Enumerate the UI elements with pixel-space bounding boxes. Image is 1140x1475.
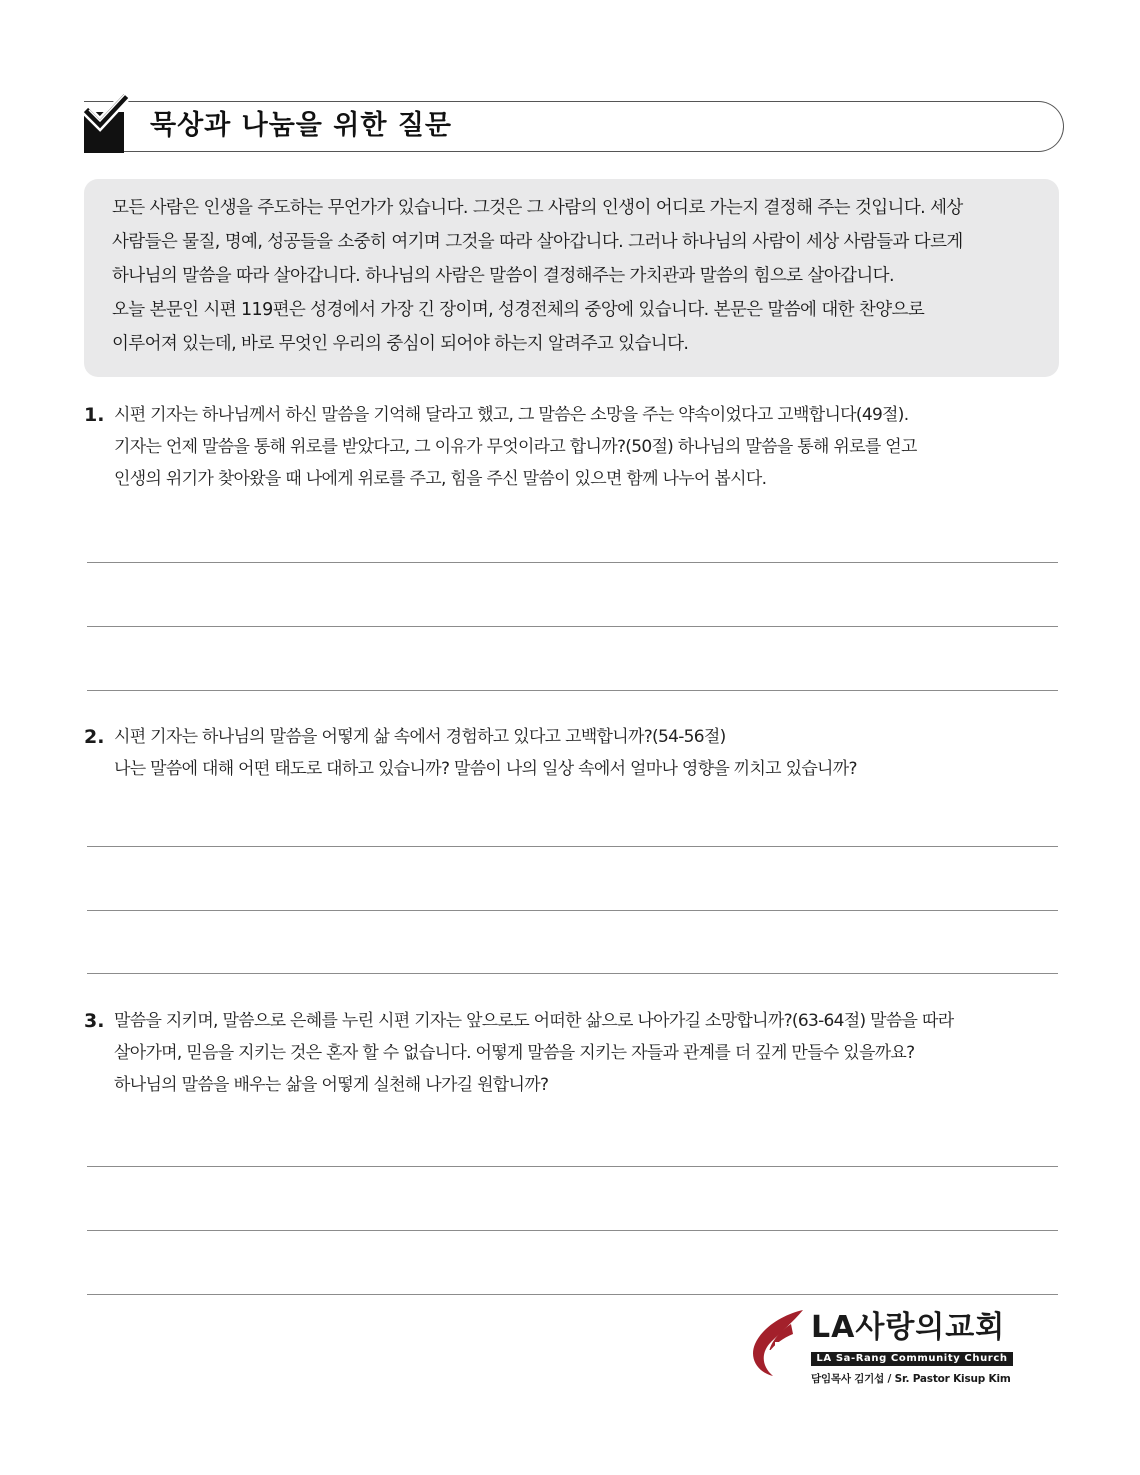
question-line: 살아가며, 믿음을 지키는 것은 혼자 할 수 없습니다. 어떻게 말씀을 지키는 자들과 관계를 더 깊게 만들수 있을까요? [114,1043,915,1063]
answer-line [87,1294,1058,1295]
question-line: 말씀을 지키며, 말씀으로 은혜를 누린 시편 기자는 앞으로도 어떠한 삶으로 나아가길 소망합니까?(63-64절) 말씀을 따라 [114,1011,954,1031]
answer-line [87,626,1058,627]
question-number: 3. [84,1010,105,1032]
logo-english-name: LA Sa-Rang Community Church [811,1352,1013,1366]
question-3 [84,1005,1074,1101]
question-1 [84,399,1074,495]
question-number: 1. [84,404,105,426]
page-title: 묵상과 나눔을 위한 질문 [150,110,453,141]
answer-line [87,1230,1058,1231]
logo-name: LA사랑의교회 [811,1310,1006,1345]
question-line: 기자는 언제 말씀을 통해 위로를 받았다고, 그 이유가 무엇이라고 합니까?(50절) 하나님의 말씀을 통해 위로를 얻고 [114,437,917,457]
answer-line [87,562,1058,563]
question-line: 시편 기자는 하나님의 말씀을 어떻게 삶 속에서 경험하고 있다고 고백합니까?(54-56절) [114,727,726,747]
question-line: 하나님의 말씀을 배우는 삶을 어떻게 실천해 나가길 원합니까? [114,1075,549,1095]
intro-line: 모든 사람은 인생을 주도하는 무언가가 있습니다. 그것은 그 사람의 인생이 어디로 가는지 결정해 주는 것입니다. 세상 [112,198,963,218]
question-line: 나는 말씀에 대해 어떤 태도로 대하고 있습니까? 말씀이 나의 일상 속에서 얼마나 영향을 끼치고 있습니까? [114,759,857,779]
intro-line: 사람들은 물질, 명예, 성공들을 소중히 여기며 그것을 따라 살아갑니다. 그러나 하나님의 사람이 세상 사람들과 다르게 [112,232,963,252]
check-box-icon [80,88,132,154]
answer-line [87,846,1058,847]
intro-line: 하나님의 말씀을 따라 살아갑니다. 하나님의 사람은 말씀이 결정해주는 가치관과 말씀의 힘으로 살아갑니다. [112,266,894,286]
answer-line [87,910,1058,911]
question-number: 2. [84,726,105,748]
intro-box [84,179,1059,377]
logo-pastor: 담임목사 김기섭 / Sr. Pastor Kisup Kim [811,1373,1011,1385]
intro-line: 이루어져 있는데, 바로 무엇인 우리의 중심이 되어야 하는지 알려주고 있습니다. [112,334,689,354]
question-line: 시편 기자는 하나님께서 하신 말씀을 기억해 달라고 했고, 그 말씀은 소망을 주는 약속이었다고 고백합니다(49절). [114,405,909,425]
question-line: 인생의 위기가 찾아왔을 때 나에게 위로를 주고, 힘을 주신 말씀이 있으면 함께 나누어 봅시다. [114,469,767,489]
flame-cross-logo-icon [745,1308,807,1378]
church-logo [745,1308,1035,1388]
question-2 [84,721,1074,785]
answer-line [87,690,1058,691]
intro-line: 오늘 본문인 시편 119편은 성경에서 가장 긴 장이며, 성경전체의 중앙에 있습니다. 본문은 말씀에 대한 찬양으로 [112,300,925,320]
answer-line [87,973,1058,974]
answer-line [87,1166,1058,1167]
